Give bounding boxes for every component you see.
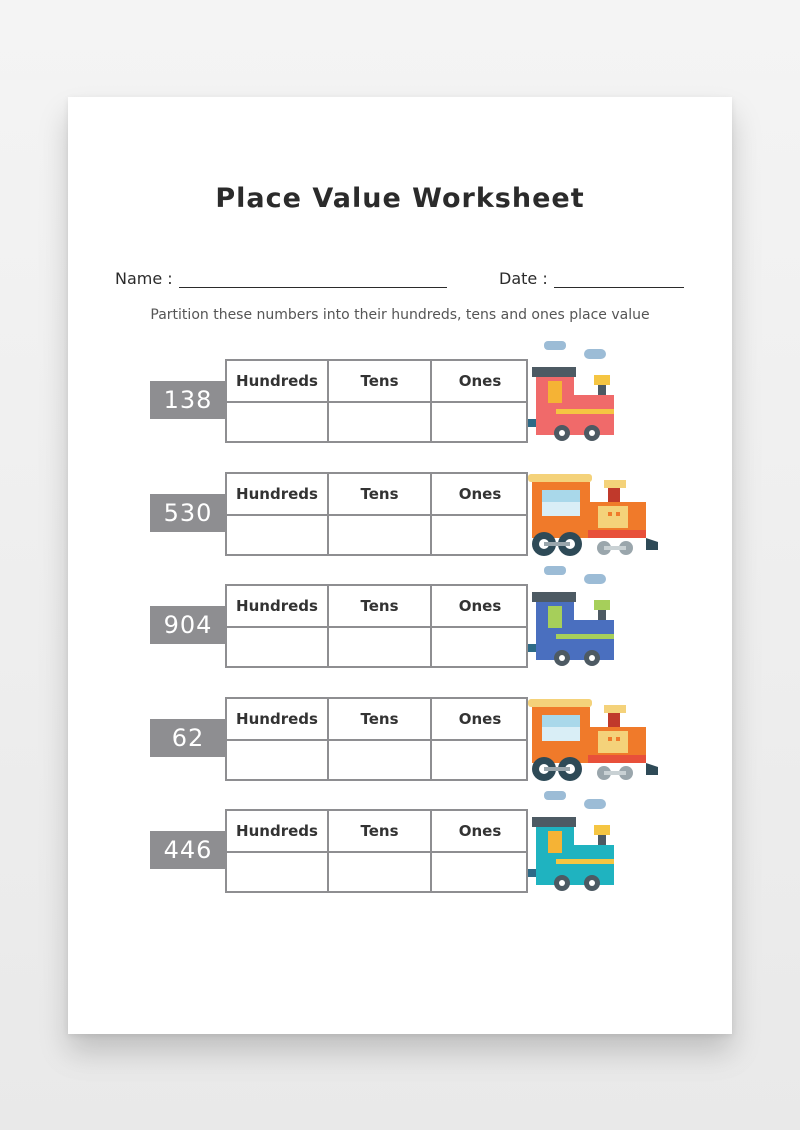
answer-cell-hundreds[interactable] xyxy=(227,403,329,443)
train-icon xyxy=(526,341,666,445)
number-badge: 446 xyxy=(150,831,226,869)
instructions-text: Partition these numbers into their hundreds, tens and ones place value xyxy=(150,307,650,323)
date-line[interactable] xyxy=(554,271,684,288)
train-icon xyxy=(526,454,666,558)
name-field[interactable] xyxy=(115,269,447,288)
answer-cell-tens[interactable] xyxy=(329,628,432,668)
column-header-hundreds: Hundreds xyxy=(227,699,329,741)
train-icon xyxy=(526,566,666,670)
column-header-hundreds: Hundreds xyxy=(227,474,329,516)
column-header-ones: Ones xyxy=(432,586,528,628)
answer-cell-tens[interactable] xyxy=(329,516,432,556)
answer-cell-hundreds[interactable] xyxy=(227,853,329,893)
worksheet-title: Place Value Worksheet xyxy=(215,183,585,214)
number-badge: 904 xyxy=(150,606,226,644)
answer-cell-ones[interactable] xyxy=(432,853,528,893)
answer-cell-ones[interactable] xyxy=(432,628,528,668)
exercise-row xyxy=(68,584,732,674)
column-header-hundreds: Hundreds xyxy=(227,811,329,853)
column-header-hundreds: Hundreds xyxy=(227,586,329,628)
answer-cell-ones[interactable] xyxy=(432,516,528,556)
column-header-ones: Ones xyxy=(432,699,528,741)
answer-cell-ones[interactable] xyxy=(432,403,528,443)
column-header-tens: Tens xyxy=(329,474,432,516)
place-value-table xyxy=(225,584,528,668)
answer-cell-hundreds[interactable] xyxy=(227,628,329,668)
date-field[interactable] xyxy=(499,269,684,288)
column-header-tens: Tens xyxy=(329,699,432,741)
column-header-tens: Tens xyxy=(329,811,432,853)
name-line[interactable] xyxy=(179,271,447,288)
train-icon xyxy=(526,791,666,895)
place-value-table xyxy=(225,359,528,443)
column-header-tens: Tens xyxy=(329,361,432,403)
number-badge: 62 xyxy=(150,719,226,757)
train-icon xyxy=(526,679,666,783)
worksheet-page xyxy=(68,97,732,1034)
column-header-ones: Ones xyxy=(432,361,528,403)
column-header-hundreds: Hundreds xyxy=(227,361,329,403)
answer-cell-tens[interactable] xyxy=(329,403,432,443)
exercise-row xyxy=(68,359,732,449)
number-badge: 138 xyxy=(150,381,226,419)
answer-cell-hundreds[interactable] xyxy=(227,741,329,781)
exercise-row xyxy=(68,472,732,562)
place-value-table xyxy=(225,472,528,556)
exercise-row xyxy=(68,697,732,787)
exercise-row xyxy=(68,809,732,899)
column-header-ones: Ones xyxy=(432,474,528,516)
column-header-ones: Ones xyxy=(432,811,528,853)
place-value-table xyxy=(225,697,528,781)
place-value-table xyxy=(225,809,528,893)
answer-cell-tens[interactable] xyxy=(329,741,432,781)
answer-cell-ones[interactable] xyxy=(432,741,528,781)
answer-cell-hundreds[interactable] xyxy=(227,516,329,556)
name-label: Name : xyxy=(115,269,173,288)
number-badge: 530 xyxy=(150,494,226,532)
date-label: Date : xyxy=(499,269,548,288)
column-header-tens: Tens xyxy=(329,586,432,628)
answer-cell-tens[interactable] xyxy=(329,853,432,893)
